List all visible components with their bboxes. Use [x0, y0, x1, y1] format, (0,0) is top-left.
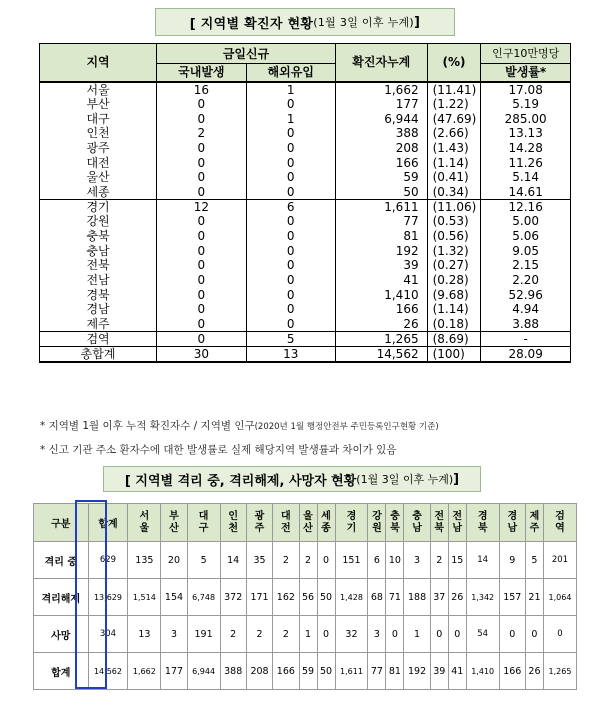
- table-row: [40, 111, 571, 126]
- cell-overseas: 0: [246, 155, 335, 170]
- cell-rate: 11.26: [481, 155, 571, 170]
- cell-pct: (0.34): [427, 185, 481, 200]
- cell-value: 154: [161, 579, 187, 616]
- cell-region: 충북: [40, 229, 157, 244]
- cell-value: 177: [161, 653, 187, 690]
- cell-value: 10: [386, 542, 404, 579]
- cell-value: 54: [466, 616, 499, 653]
- header-col: [88, 504, 128, 542]
- note-2: * 신고 기관 주소 환자수에 대한 발생률로 실제 해당지역 발생률과 차이가 있음: [40, 444, 397, 456]
- cell-pct: (1.32): [427, 243, 481, 258]
- cell-region: 울산: [40, 170, 157, 185]
- header-col: [299, 504, 317, 542]
- cell-value: 0: [525, 616, 543, 653]
- cell-value: 1,514: [128, 579, 161, 616]
- table-row: [34, 542, 577, 579]
- header-col-label: 대전: [281, 510, 291, 534]
- cell-pct: (1.43): [427, 141, 481, 156]
- header-overseas: 해외유입: [246, 64, 335, 82]
- header-col: [317, 504, 335, 542]
- cell-value: 20: [161, 542, 187, 579]
- header-col-label: 울산: [303, 510, 313, 534]
- cell-value: 71: [386, 579, 404, 616]
- cell-value: 3: [368, 616, 386, 653]
- header-col: [404, 504, 430, 542]
- cell-value: 68: [368, 579, 386, 616]
- cell-cumulative: 59: [335, 170, 427, 185]
- cell-cumulative: 192: [335, 243, 427, 258]
- header-col: [335, 504, 368, 542]
- cell-value: 388: [220, 653, 246, 690]
- cell-domestic: 0: [157, 170, 246, 185]
- table-row: [40, 258, 571, 273]
- cell-value: 2: [299, 542, 317, 579]
- cell-pct: (1.14): [427, 155, 481, 170]
- cell-value: 2: [246, 616, 272, 653]
- cell-pct: (0.53): [427, 214, 481, 229]
- cell-pct: (0.56): [427, 229, 481, 244]
- header-rate-2: 발생률*: [481, 64, 571, 82]
- header-col-label: 검역: [555, 510, 565, 534]
- cell-region: 충남: [40, 243, 157, 258]
- cell-region: 경기: [40, 199, 157, 214]
- cell-value: 50: [317, 653, 335, 690]
- cell-pct: (100): [427, 347, 481, 363]
- cell-cumulative: 39: [335, 258, 427, 273]
- cell-overseas: 0: [246, 170, 335, 185]
- cell-region: 전북: [40, 258, 157, 273]
- cell-overseas: 0: [246, 302, 335, 317]
- cell-rate: 17.08: [481, 82, 571, 97]
- header-col-label: 합계: [98, 519, 118, 530]
- cell-pct: (0.41): [427, 170, 481, 185]
- table-row: [34, 579, 577, 616]
- row-label: 격리 중: [34, 542, 89, 579]
- table-row: [40, 287, 571, 302]
- cell-domestic: 16: [157, 82, 246, 97]
- cell-overseas: 0: [246, 185, 335, 200]
- cell-value: 59: [299, 653, 317, 690]
- table-row: [40, 185, 571, 200]
- header-col-label: 경기: [346, 510, 357, 534]
- cell-pct: (1.14): [427, 302, 481, 317]
- header-col: [386, 504, 404, 542]
- regional-cases-title: [155, 8, 455, 36]
- isolation-status-table: [33, 503, 577, 690]
- header-pct: (%): [427, 44, 481, 82]
- header-col: [368, 504, 386, 542]
- cell-overseas: 0: [246, 317, 335, 332]
- cell-region: 인천: [40, 126, 157, 141]
- cell-overseas: 0: [246, 97, 335, 112]
- cell-value: 162: [273, 579, 299, 616]
- note-1-text: * 지역별 1월 이후 누적 확진자수 / 지역별 인구: [40, 420, 255, 432]
- cell-rate: 5.00: [481, 214, 571, 229]
- cell-value: 15: [448, 542, 466, 579]
- cell-domestic: 0: [157, 287, 246, 302]
- cell-cumulative: 1,662: [335, 82, 427, 97]
- cell-rate: 9.05: [481, 243, 571, 258]
- header-col-label: 충남: [412, 510, 422, 534]
- cell-domestic: 0: [157, 155, 246, 170]
- cell-value: 1: [404, 616, 430, 653]
- cell-region: 총합계: [40, 347, 157, 363]
- cell-value: 0: [499, 616, 525, 653]
- cell-pct: (2.66): [427, 126, 481, 141]
- cell-value: 21: [525, 579, 543, 616]
- cell-region: 경북: [40, 287, 157, 302]
- header-col: [466, 504, 499, 542]
- cell-region: 검역: [40, 332, 157, 347]
- table-row: [40, 243, 571, 258]
- cell-overseas: 0: [246, 141, 335, 156]
- cell-rate: 28.09: [481, 347, 571, 363]
- cell-overseas: 1: [246, 111, 335, 126]
- table-row: [40, 199, 571, 214]
- cell-overseas: 6: [246, 199, 335, 214]
- cell-rate: 4.94: [481, 302, 571, 317]
- table-row: [40, 141, 571, 156]
- cell-cumulative: 388: [335, 126, 427, 141]
- cell-overseas: 0: [246, 243, 335, 258]
- cell-rate: 3.88: [481, 317, 571, 332]
- cell-domestic: 0: [157, 214, 246, 229]
- table-row: [40, 126, 571, 141]
- cell-value: 3: [404, 542, 430, 579]
- cell-overseas: 0: [246, 126, 335, 141]
- cell-overseas: 0: [246, 229, 335, 244]
- cell-value: 2: [430, 542, 448, 579]
- cell-value: 5: [187, 542, 220, 579]
- cell-value: 2: [273, 542, 299, 579]
- title-end: ]: [414, 14, 421, 30]
- cell-value: 81: [386, 653, 404, 690]
- header-col-label: 전남: [452, 510, 463, 534]
- cell-value: 14: [466, 542, 499, 579]
- table-row: [40, 82, 571, 97]
- cell-region: 경남: [40, 302, 157, 317]
- cell-value: 26: [448, 579, 466, 616]
- cell-value: 1,410: [466, 653, 499, 690]
- cell-value: 1,428: [335, 579, 368, 616]
- cell-domestic: 0: [157, 302, 246, 317]
- table-row: [40, 332, 571, 347]
- cell-domestic: 0: [157, 317, 246, 332]
- header-region: 지역: [40, 44, 157, 82]
- cell-value: 41: [448, 653, 466, 690]
- table-row: [40, 229, 571, 244]
- cell-value: 56: [299, 579, 317, 616]
- cell-domestic: 0: [157, 332, 246, 347]
- cell-value: 2: [273, 616, 299, 653]
- cell-domestic: 0: [157, 141, 246, 156]
- cell-value: 171: [246, 579, 272, 616]
- cell-rate: 52.96: [481, 287, 571, 302]
- row-label: 사망: [34, 616, 89, 653]
- header-col-label: 인천: [228, 510, 239, 534]
- cell-rate: 2.15: [481, 258, 571, 273]
- cell-cumulative: 1,410: [335, 287, 427, 302]
- cell-value: 2: [220, 616, 246, 653]
- header-col-label: 전북: [434, 510, 445, 534]
- note-1-source: (2020년 1월 행정안전부 주민등록인구현황 기준): [254, 422, 439, 432]
- cell-value: 629: [88, 542, 128, 579]
- cell-domestic: 0: [157, 97, 246, 112]
- header-col: [187, 504, 220, 542]
- title2-main: [ 지역별 격리 중, 격리해제, 사망자 현황: [124, 473, 357, 489]
- cell-value: 166: [273, 653, 299, 690]
- cell-value: 1,064: [543, 579, 576, 616]
- cell-region: 강원: [40, 214, 157, 229]
- header-col-label: 대구: [198, 510, 209, 534]
- cell-value: 14: [220, 542, 246, 579]
- table-row: [40, 155, 571, 170]
- cell-rate: 5.14: [481, 170, 571, 185]
- header-col-label: 부산: [169, 510, 179, 534]
- header-col-label: 경북: [477, 510, 488, 534]
- cell-pct: (8.69): [427, 332, 481, 347]
- cell-domestic: 0: [157, 243, 246, 258]
- cell-pct: (47.69): [427, 111, 481, 126]
- cell-region: 광주: [40, 141, 157, 156]
- cell-pct: (9.68): [427, 287, 481, 302]
- row-label: 합계: [34, 653, 89, 690]
- cell-region: 대전: [40, 155, 157, 170]
- header-col: [525, 504, 543, 542]
- cell-cumulative: 50: [335, 185, 427, 200]
- header-col: [543, 504, 576, 542]
- header-col: [128, 504, 161, 542]
- cell-cumulative: 6,944: [335, 111, 427, 126]
- cell-value: 0: [430, 616, 448, 653]
- header-col-label: 광주: [254, 510, 265, 534]
- header-col-label: 서울: [139, 510, 150, 534]
- cell-value: 13: [128, 616, 161, 653]
- cell-pct: (11.06): [427, 199, 481, 214]
- row-label: 격리해제: [34, 579, 89, 616]
- cell-value: 39: [430, 653, 448, 690]
- cell-value: 1,662: [128, 653, 161, 690]
- title-sub: (1월 3일 이후 누계): [313, 16, 415, 29]
- cell-cumulative: 166: [335, 302, 427, 317]
- cell-pct: (0.18): [427, 317, 481, 332]
- header-col-label: 강원: [372, 510, 382, 534]
- cell-cumulative: 81: [335, 229, 427, 244]
- header-col: [34, 504, 89, 542]
- table-row: [40, 347, 571, 363]
- header-rate-1: 인구10만명당: [481, 44, 571, 64]
- cell-value: 151: [335, 542, 368, 579]
- cell-overseas: 0: [246, 287, 335, 302]
- cell-region: 서울: [40, 82, 157, 97]
- cell-value: 201: [543, 542, 576, 579]
- cell-value: 0: [448, 616, 466, 653]
- cell-value: 1,611: [335, 653, 368, 690]
- header-col-label: 충북: [390, 510, 400, 534]
- cell-domestic: 0: [157, 185, 246, 200]
- title2-end: ]: [453, 471, 460, 487]
- header-col: [220, 504, 246, 542]
- cell-pct: (0.27): [427, 258, 481, 273]
- cell-overseas: 5: [246, 332, 335, 347]
- header-cumulative: 확진자누계: [335, 44, 427, 82]
- cell-value: 304: [88, 616, 128, 653]
- header-col: [273, 504, 299, 542]
- cell-value: 3: [161, 616, 187, 653]
- table-row: [40, 302, 571, 317]
- cell-value: 13,629: [88, 579, 128, 616]
- note-1: [40, 418, 439, 433]
- cell-overseas: 0: [246, 258, 335, 273]
- header-col-label: 경남: [507, 510, 518, 534]
- table-row: [40, 170, 571, 185]
- cell-value: 6: [368, 542, 386, 579]
- cell-pct: (0.28): [427, 273, 481, 288]
- header-domestic: 국내발생: [157, 64, 246, 82]
- cell-value: 188: [404, 579, 430, 616]
- cell-cumulative: 166: [335, 155, 427, 170]
- title-main: [ 지역별 확진자 현황: [189, 16, 314, 32]
- cell-value: 192: [404, 653, 430, 690]
- cell-rate: 13.13: [481, 126, 571, 141]
- cell-value: 191: [187, 616, 220, 653]
- cell-region: 세종: [40, 185, 157, 200]
- cell-value: 6,944: [187, 653, 220, 690]
- cell-domestic: 12: [157, 199, 246, 214]
- cell-pct: (11.41): [427, 82, 481, 97]
- cell-region: 부산: [40, 97, 157, 112]
- header-col: [499, 504, 525, 542]
- header-col-label: 제주: [529, 510, 540, 534]
- cell-domestic: 0: [157, 229, 246, 244]
- cell-value: 77: [368, 653, 386, 690]
- table-row: [34, 616, 577, 653]
- isolation-status-title: [103, 466, 481, 492]
- cell-cumulative: 208: [335, 141, 427, 156]
- cell-cumulative: 77: [335, 214, 427, 229]
- cell-rate: 14.61: [481, 185, 571, 200]
- cell-value: 14,562: [88, 653, 128, 690]
- header-col: [448, 504, 466, 542]
- cell-value: 208: [246, 653, 272, 690]
- cell-value: 6,748: [187, 579, 220, 616]
- cell-value: 50: [317, 579, 335, 616]
- cell-value: 9: [499, 542, 525, 579]
- table-row: [40, 214, 571, 229]
- cell-overseas: 13: [246, 347, 335, 363]
- cell-rate: -: [481, 332, 571, 347]
- header-col-label: 구분: [51, 519, 71, 530]
- cell-domestic: 30: [157, 347, 246, 363]
- table-row: [34, 653, 577, 690]
- table-row: [40, 273, 571, 288]
- cell-rate: 2.20: [481, 273, 571, 288]
- cell-domestic: 2: [157, 126, 246, 141]
- cell-value: 1,342: [466, 579, 499, 616]
- cell-cumulative: 177: [335, 97, 427, 112]
- cell-cumulative: 26: [335, 317, 427, 332]
- cell-rate: 5.19: [481, 97, 571, 112]
- cell-region: 제주: [40, 317, 157, 332]
- table-row: [40, 97, 571, 112]
- cell-cumulative: 41: [335, 273, 427, 288]
- cell-value: 0: [317, 616, 335, 653]
- cell-domestic: 0: [157, 258, 246, 273]
- cell-value: 1: [299, 616, 317, 653]
- cell-value: 35: [246, 542, 272, 579]
- cell-region: 대구: [40, 111, 157, 126]
- cell-value: 5: [525, 542, 543, 579]
- header-col-label: 세종: [321, 510, 331, 534]
- table-row: [40, 317, 571, 332]
- regional-cases-table: [39, 43, 571, 363]
- cell-domestic: 0: [157, 111, 246, 126]
- cell-domestic: 0: [157, 273, 246, 288]
- cell-value: 0: [317, 542, 335, 579]
- cell-overseas: 1: [246, 82, 335, 97]
- cell-value: 0: [386, 616, 404, 653]
- cell-value: 32: [335, 616, 368, 653]
- cell-value: 157: [499, 579, 525, 616]
- header-col: [246, 504, 272, 542]
- header-col: [161, 504, 187, 542]
- cell-pct: (1.22): [427, 97, 481, 112]
- header-col: [430, 504, 448, 542]
- cell-rate: 12.16: [481, 199, 571, 214]
- cell-region: 전남: [40, 273, 157, 288]
- cell-value: 0: [543, 616, 576, 653]
- header-today: 금일신규: [157, 44, 336, 64]
- cell-value: 37: [430, 579, 448, 616]
- cell-value: 1,265: [543, 653, 576, 690]
- cell-value: 26: [525, 653, 543, 690]
- cell-overseas: 0: [246, 214, 335, 229]
- cell-cumulative: 1,265: [335, 332, 427, 347]
- cell-cumulative: 1,611: [335, 199, 427, 214]
- cell-rate: 14.28: [481, 141, 571, 156]
- cell-value: 166: [499, 653, 525, 690]
- cell-value: 135: [128, 542, 161, 579]
- cell-overseas: 0: [246, 273, 335, 288]
- cell-cumulative: 14,562: [335, 347, 427, 363]
- cell-value: 372: [220, 579, 246, 616]
- title2-sub: (1월 3일 이후 누계): [356, 473, 454, 486]
- cell-rate: 5.06: [481, 229, 571, 244]
- cell-rate: 285.00: [481, 111, 571, 126]
